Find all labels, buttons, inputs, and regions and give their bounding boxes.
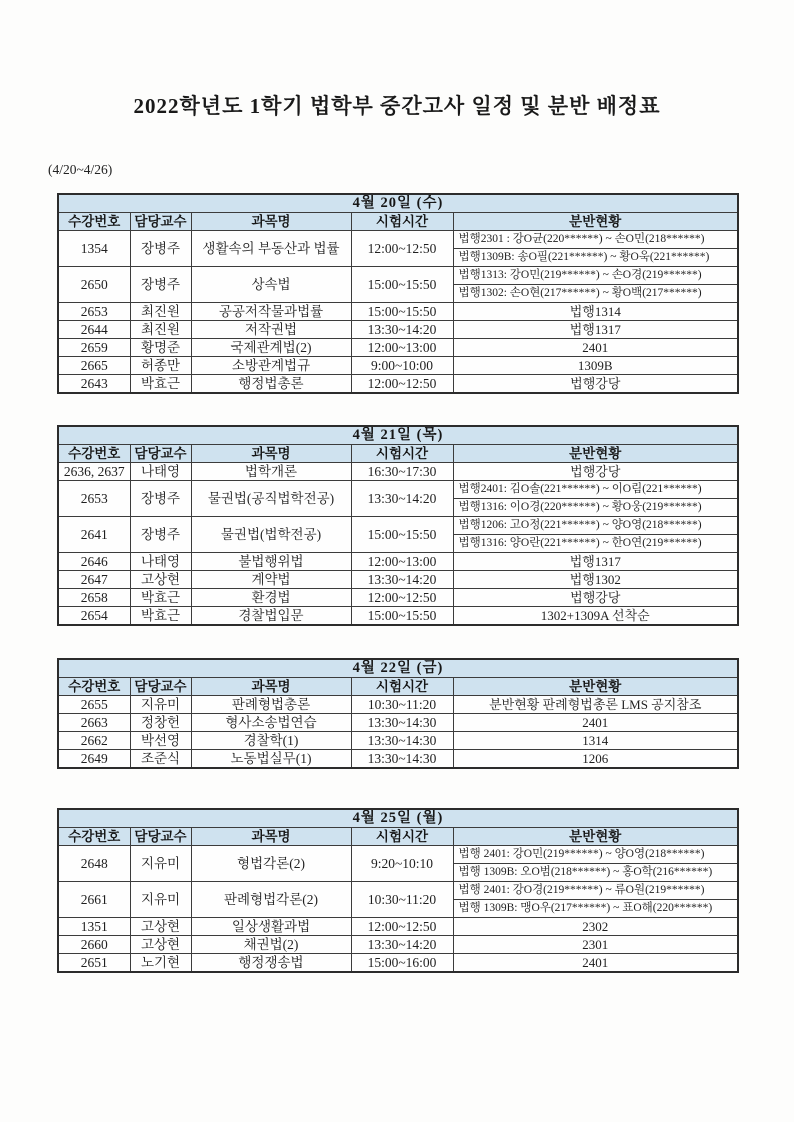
table-row <box>58 750 738 769</box>
section-assignment-cell <box>453 517 738 553</box>
professor-cell: 고상현 <box>130 936 191 954</box>
exam-time-cell: 15:00~15:50 <box>351 303 453 321</box>
column-header-1: 수강번호 <box>58 445 130 463</box>
section-assignment-cell: 1206 <box>453 750 738 769</box>
course-number-cell: 2647 <box>58 571 130 589</box>
course-number-cell: 2648 <box>58 846 130 882</box>
exam-time-cell: 13:30~14:20 <box>351 481 453 517</box>
professor-cell: 최진원 <box>130 303 191 321</box>
exam-time-cell: 15:00~15:50 <box>351 267 453 303</box>
exam-time-cell: 12:00~12:50 <box>351 231 453 267</box>
professor-cell: 조준식 <box>130 750 191 769</box>
professor-cell: 지유미 <box>130 882 191 918</box>
professor-cell: 고상현 <box>130 571 191 589</box>
exam-time-cell: 12:00~13:00 <box>351 339 453 357</box>
section-assignment-cell <box>453 481 738 517</box>
exam-time-cell: 12:00~12:50 <box>351 375 453 394</box>
table-row <box>58 732 738 750</box>
subject-cell: 물권법(법학전공) <box>191 517 351 553</box>
course-number-cell: 2661 <box>58 882 130 918</box>
subject-cell: 법학개론 <box>191 463 351 481</box>
course-number-cell: 2665 <box>58 357 130 375</box>
table-row <box>58 339 738 357</box>
professor-cell: 나태영 <box>130 553 191 571</box>
section-assignment-cell: 2401 <box>453 954 738 973</box>
column-header-4: 시험시간 <box>351 828 453 846</box>
course-number-cell: 2663 <box>58 714 130 732</box>
table-date-header: 4월 25일 (월) <box>58 809 738 828</box>
table-row <box>58 589 738 607</box>
section-assignment-cell: 법행1317 <box>453 321 738 339</box>
professor-cell: 장병주 <box>130 267 191 303</box>
column-header-2: 담당교수 <box>130 828 191 846</box>
table-row <box>58 846 738 882</box>
course-number-cell: 2660 <box>58 936 130 954</box>
subject-cell: 노동법실무(1) <box>191 750 351 769</box>
section-assignment-cell: 2301 <box>453 936 738 954</box>
table-date-header: 4월 21일 (목) <box>58 426 738 445</box>
section-assignment-cell: 1302+1309A 선착순 <box>453 607 738 626</box>
section-assignment-cell: 법행1302 <box>453 571 738 589</box>
exam-time-cell: 12:00~12:50 <box>351 918 453 936</box>
table-row <box>58 918 738 936</box>
section-range-line: 법행1302: 손O현(217******) ~ 황O백(217******) <box>454 284 738 302</box>
subject-cell: 행정법총론 <box>191 375 351 394</box>
column-header-1: 수강번호 <box>58 678 130 696</box>
course-number-cell: 2655 <box>58 696 130 714</box>
exam-time-cell: 10:30~11:20 <box>351 882 453 918</box>
exam-time-cell: 9:00~10:00 <box>351 357 453 375</box>
table-row <box>58 517 738 553</box>
section-assignment-cell: 2401 <box>453 339 738 357</box>
course-number-cell: 1354 <box>58 231 130 267</box>
column-header-1: 수강번호 <box>58 213 130 231</box>
professor-cell: 최진원 <box>130 321 191 339</box>
exam-time-cell: 15:00~16:00 <box>351 954 453 973</box>
section-assignment-cell: 법행1314 <box>453 303 738 321</box>
professor-cell: 박효근 <box>130 607 191 626</box>
section-range-line: 법행 1309B: 오O범(218******) ~ 홍O학(216******) <box>454 863 738 881</box>
course-number-cell: 2654 <box>58 607 130 626</box>
subject-cell: 판례형법총론 <box>191 696 351 714</box>
course-number-cell: 2658 <box>58 589 130 607</box>
column-header-1: 수강번호 <box>58 828 130 846</box>
section-range-line: 법행1316: 양O란(221******) ~ 한O연(219******) <box>454 534 738 552</box>
course-number-cell: 2636, 2637 <box>58 463 130 481</box>
professor-cell: 노기현 <box>130 954 191 973</box>
exam-time-cell: 13:30~14:20 <box>351 571 453 589</box>
section-range-line: 법행2301 : 강O균(220******) ~ 손O민(218******) <box>458 233 705 245</box>
column-header-3: 과목명 <box>191 213 351 231</box>
section-assignment-cell: 법행강당 <box>453 463 738 481</box>
table-row <box>58 696 738 714</box>
table-row <box>58 882 738 918</box>
table-row <box>58 481 738 517</box>
exam-time-cell: 10:30~11:20 <box>351 696 453 714</box>
section-range-line: 법행2401: 김O솔(221******) ~ 이O림(221******) <box>458 483 702 495</box>
professor-cell: 박효근 <box>130 375 191 394</box>
exam-time-cell: 13:30~14:30 <box>351 714 453 732</box>
table-row <box>58 714 738 732</box>
professor-cell: 나태영 <box>130 463 191 481</box>
exam-time-cell: 15:00~15:50 <box>351 517 453 553</box>
exam-table-4 <box>57 808 739 973</box>
page-title: 2022학년도 1학기 법학부 중간고사 일정 및 분반 배정표 <box>133 94 661 118</box>
subject-cell: 계약법 <box>191 571 351 589</box>
professor-cell: 박효근 <box>130 589 191 607</box>
column-header-5: 분반현황 <box>453 445 738 463</box>
column-header-5: 분반현황 <box>453 678 738 696</box>
professor-cell: 장병주 <box>130 481 191 517</box>
professor-cell: 장병주 <box>130 517 191 553</box>
section-assignment-cell: 2302 <box>453 918 738 936</box>
course-number-cell: 1351 <box>58 918 130 936</box>
subject-cell: 불법행위법 <box>191 553 351 571</box>
subject-cell: 경찰법입문 <box>191 607 351 626</box>
section-range-line: 법행 1309B: 맹O우(217******) ~ 표O해(220******) <box>454 899 738 917</box>
exam-time-cell: 13:30~14:20 <box>351 936 453 954</box>
section-assignment-cell: 법행강당 <box>453 589 738 607</box>
course-number-cell: 2643 <box>58 375 130 394</box>
section-range-line: 법행1316: 이O경(220******) ~ 황O웅(219******) <box>454 498 738 516</box>
section-range-line: 법행 2401: 강O경(219******) ~ 류O원(219******) <box>458 884 705 896</box>
course-number-cell: 2641 <box>58 517 130 553</box>
course-number-cell: 2644 <box>58 321 130 339</box>
section-range-line: 법행1206: 고O정(221******) ~ 양O영(218******) <box>458 519 702 531</box>
table-row <box>58 357 738 375</box>
professor-cell: 허종만 <box>130 357 191 375</box>
section-range-line: 법행1309B: 송O필(221******) ~ 황O욱(221******) <box>454 248 738 266</box>
section-assignment-cell <box>453 231 738 267</box>
course-number-cell: 2662 <box>58 732 130 750</box>
table-row <box>58 463 738 481</box>
column-header-4: 시험시간 <box>351 678 453 696</box>
section-range-line: 법행 2401: 강O민(219******) ~ 양O영(218******) <box>458 848 705 860</box>
subject-cell: 경찰학(1) <box>191 732 351 750</box>
subject-cell: 물권법(공직법학전공) <box>191 481 351 517</box>
table-row <box>58 954 738 973</box>
subject-cell: 행정쟁송법 <box>191 954 351 973</box>
professor-cell: 지유미 <box>130 846 191 882</box>
exam-table-2 <box>57 425 739 626</box>
table-row <box>58 571 738 589</box>
column-header-2: 담당교수 <box>130 213 191 231</box>
exam-table-3 <box>57 658 739 769</box>
table-row <box>58 553 738 571</box>
table-row <box>58 936 738 954</box>
course-number-cell: 2650 <box>58 267 130 303</box>
column-header-4: 시험시간 <box>351 445 453 463</box>
course-number-cell: 2646 <box>58 553 130 571</box>
table-row <box>58 267 738 303</box>
exam-time-cell: 16:30~17:30 <box>351 463 453 481</box>
subject-cell: 환경법 <box>191 589 351 607</box>
table-row <box>58 231 738 267</box>
table-date-header: 4월 20일 (수) <box>58 194 738 213</box>
exam-time-cell: 13:30~14:30 <box>351 750 453 769</box>
column-header-2: 담당교수 <box>130 678 191 696</box>
section-range-line: 법행1313: 강O민(219******) ~ 손O경(219******) <box>458 269 702 281</box>
exam-time-cell: 12:00~12:50 <box>351 589 453 607</box>
subject-cell: 채권법(2) <box>191 936 351 954</box>
table-row <box>58 375 738 394</box>
professor-cell: 지유미 <box>130 696 191 714</box>
exam-time-cell: 13:30~14:20 <box>351 321 453 339</box>
column-header-5: 분반현황 <box>453 213 738 231</box>
course-number-cell: 2653 <box>58 303 130 321</box>
subject-cell: 소방관계법규 <box>191 357 351 375</box>
section-assignment-cell <box>453 882 738 918</box>
section-assignment-cell: 1309B <box>453 357 738 375</box>
section-assignment-cell: 1314 <box>453 732 738 750</box>
subject-cell: 상속법 <box>191 267 351 303</box>
professor-cell: 박선영 <box>130 732 191 750</box>
table-date-header: 4월 22일 (금) <box>58 659 738 678</box>
exam-time-cell: 12:00~13:00 <box>351 553 453 571</box>
column-header-2: 담당교수 <box>130 445 191 463</box>
exam-table-1 <box>57 193 739 394</box>
professor-cell: 황명준 <box>130 339 191 357</box>
subject-cell: 형법각론(2) <box>191 846 351 882</box>
column-header-4: 시험시간 <box>351 213 453 231</box>
column-header-3: 과목명 <box>191 678 351 696</box>
professor-cell: 고상현 <box>130 918 191 936</box>
professor-cell: 장병주 <box>130 231 191 267</box>
course-number-cell: 2653 <box>58 481 130 517</box>
subject-cell: 공공저작물과법률 <box>191 303 351 321</box>
section-assignment-cell: 2401 <box>453 714 738 732</box>
course-number-cell: 2649 <box>58 750 130 769</box>
column-header-5: 분반현황 <box>453 828 738 846</box>
exam-time-cell: 13:30~14:30 <box>351 732 453 750</box>
professor-cell: 정창헌 <box>130 714 191 732</box>
table-row <box>58 321 738 339</box>
subject-cell: 저작권법 <box>191 321 351 339</box>
table-row <box>58 303 738 321</box>
section-assignment-cell <box>453 267 738 303</box>
subject-cell: 일상생활과법 <box>191 918 351 936</box>
section-assignment-cell: 분반현황 판례형법총론 LMS 공지참조 <box>453 696 738 714</box>
subject-cell: 형사소송법연습 <box>191 714 351 732</box>
exam-time-cell: 9:20~10:10 <box>351 846 453 882</box>
section-assignment-cell <box>453 846 738 882</box>
course-number-cell: 2659 <box>58 339 130 357</box>
section-assignment-cell: 법행1317 <box>453 553 738 571</box>
subject-cell: 국제관계법(2) <box>191 339 351 357</box>
section-assignment-cell: 법행강당 <box>453 375 738 394</box>
course-number-cell: 2651 <box>58 954 130 973</box>
subject-cell: 생활속의 부동산과 법률 <box>191 231 351 267</box>
column-header-3: 과목명 <box>191 445 351 463</box>
exam-time-cell: 15:00~15:50 <box>351 607 453 626</box>
table-row <box>58 607 738 626</box>
date-range: (4/20~4/26) <box>48 162 113 177</box>
column-header-3: 과목명 <box>191 828 351 846</box>
subject-cell: 판례형법각론(2) <box>191 882 351 918</box>
